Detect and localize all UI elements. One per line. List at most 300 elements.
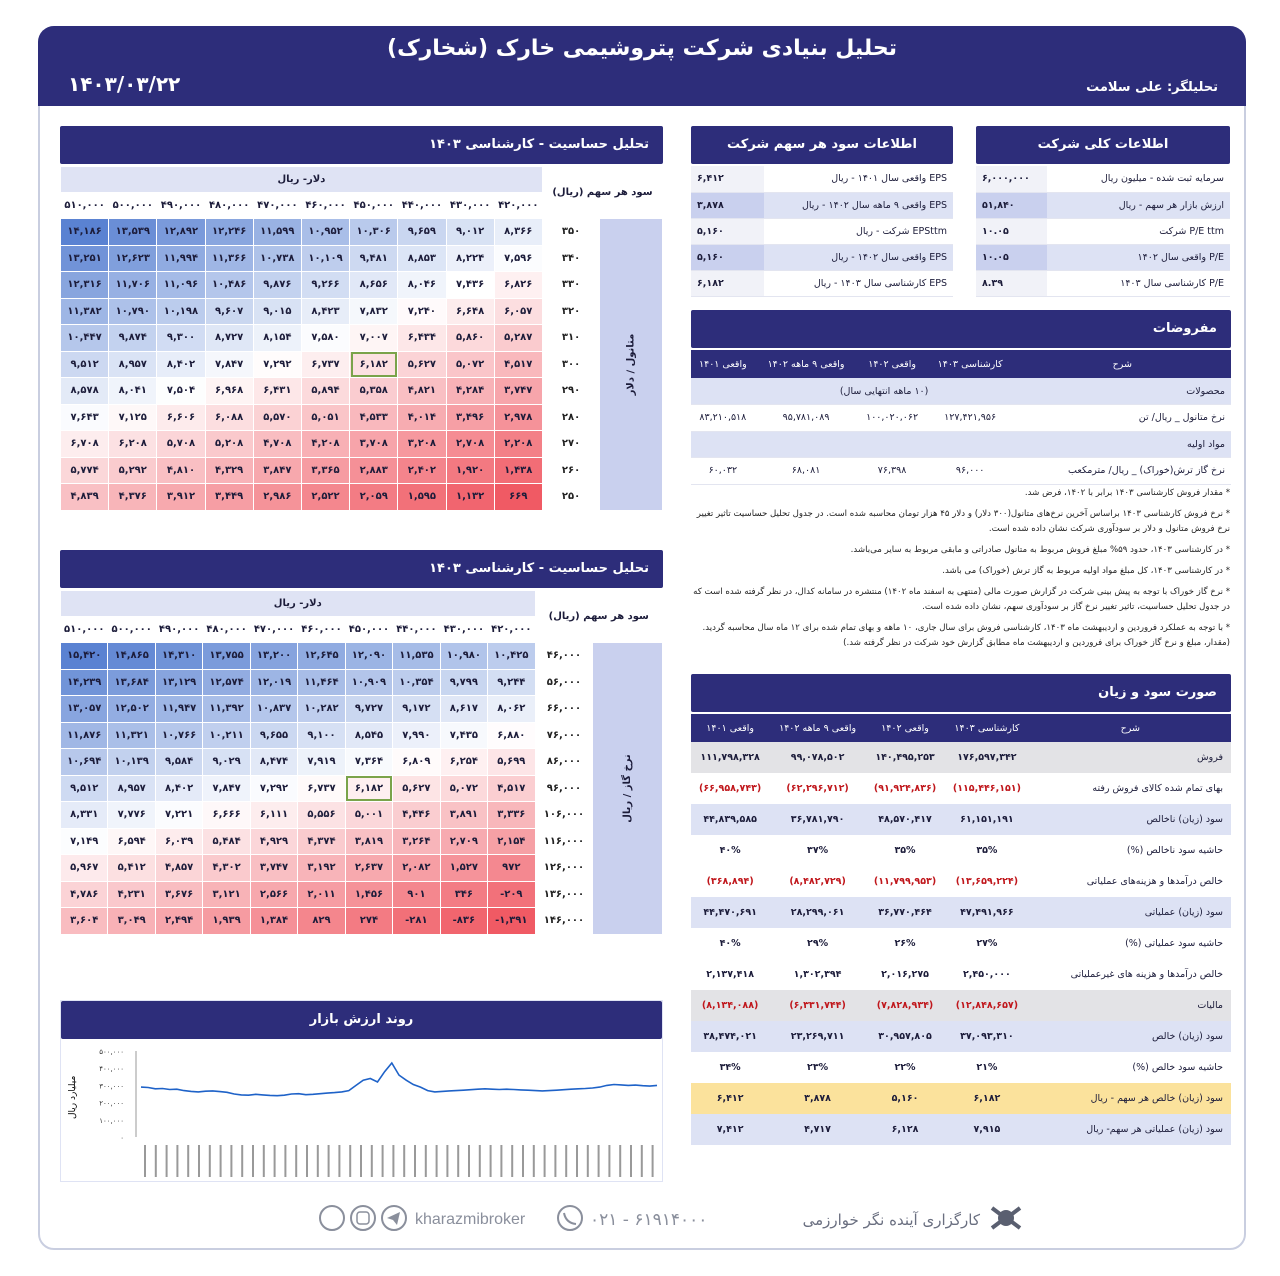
- pl-header: واقعی ۱۴۰۱: [691, 714, 769, 742]
- sensitivity-cell: ۹,۱۷۲: [393, 696, 440, 723]
- x-tick-label: [533, 1145, 535, 1177]
- sensitivity-cell: ۱۲,۵۷۴: [203, 669, 250, 696]
- sensitivity-cell: ۶,۶۴۸: [446, 298, 494, 325]
- y-tick-label: ۲۰۰,۰۰۰: [99, 1099, 124, 1108]
- x-tick-label: [479, 1145, 481, 1177]
- methanol-cell: ۱۰۰,۰۲۰,۰۶۲: [857, 405, 926, 432]
- info-label: EPSttm شرکت - ریال: [764, 218, 953, 244]
- pl-row-label: خالص درآمدها و هزینه‌های عملیاتی: [1030, 866, 1231, 897]
- sensitivity-cell: ۷,۸۴۷: [205, 351, 253, 378]
- sensitivity-cell: ۲,۷۰۸: [446, 431, 494, 458]
- sensitivity-cell: ۶,۵۹۴: [108, 828, 155, 855]
- gas-cell: ۶۰,۰۳۲: [691, 458, 755, 485]
- assumptions-header: واقعی ۱۴۰۲: [857, 350, 926, 378]
- pl-value: ۴۷,۴۹۱,۹۶۶: [944, 897, 1030, 928]
- x-tick-label: [587, 1145, 589, 1177]
- sensitivity-cell: ۶,۲۰۸: [109, 431, 157, 458]
- pl-row-label: مالیات: [1030, 990, 1231, 1021]
- x-tick-label: [144, 1145, 146, 1177]
- info-label: سرمایه ثبت شده - میلیون ریال: [1047, 166, 1230, 192]
- x-tick-label: [608, 1145, 610, 1177]
- x-tick-label: [522, 1145, 524, 1177]
- sensitivity-cell: ۹,۲۴۴: [488, 669, 535, 696]
- sensitivity-cell: ۴,۵۳۳: [350, 404, 398, 431]
- sensitivity-cell: ۷,۸۳۲: [350, 298, 398, 325]
- sensitivity-cell: ۸,۴۰۲: [155, 775, 202, 802]
- sensitivity-cell: ۸,۲۲۴: [446, 245, 494, 272]
- pl-row: [691, 897, 1231, 928]
- sensitivity-cell: ۶,۸۰۹: [393, 749, 440, 776]
- info-value: ۱۰.۰۵: [976, 244, 1047, 270]
- pl-value: (۱۱,۷۹۹,۹۵۳): [866, 866, 944, 897]
- sensitivity-cell: ۱,۴۵۶: [345, 881, 392, 908]
- sensitivity-cell: ۸,۴۷۴: [250, 749, 297, 776]
- sensitivity-cell: ۷,۴۳۶: [446, 272, 494, 299]
- sensitivity-cell: ۵,۳۵۸: [350, 378, 398, 405]
- x-tick-label: [230, 1145, 232, 1177]
- corner-label: سود هر سهم (ریال): [535, 591, 662, 643]
- pl-value: ۲۸,۲۹۹,۰۶۱: [769, 897, 866, 928]
- sensitivity-cell: ۵,۶۲۷: [398, 351, 446, 378]
- pl-value: (۳۶۸,۸۹۴): [691, 866, 769, 897]
- info-label: EPS کارشناسی سال ۱۴۰۳ - ریال: [764, 270, 953, 296]
- sensitivity-cell: ۷,۱۴۹: [61, 828, 108, 855]
- sensitivity-cell: ۱,۵۹۵: [398, 484, 446, 511]
- pl-row-label: سود (زیان) عملیاتی: [1030, 897, 1231, 928]
- sensitivity-cell: ۶,۴۳۱: [253, 378, 301, 405]
- sensitivity-cell: -۲۰۹: [488, 881, 535, 908]
- sensitivity-cell: ۱۱,۹۹۴: [157, 245, 205, 272]
- sensitivity-cell: ۳,۰۴۹: [108, 908, 155, 935]
- sensitivity-cell: ۵,۹۶۷: [61, 855, 108, 882]
- sensitivity-cell: ۷,۵۸۰: [301, 325, 349, 352]
- y-tick-label: ۱۰۰,۰۰۰: [99, 1116, 124, 1125]
- sensitivity-cell: ۱۱,۴۶۴: [298, 669, 345, 696]
- methanol-cell: نرخ متانول _ ریال/ تن: [1014, 405, 1231, 432]
- gas-cell: نرخ گاز ترش(خوراک) _ ریال/ مترمکعب: [1014, 458, 1231, 485]
- note-item: * در کارشناسی ۱۴۰۳، حدود ۵۹% مبلغ فروش مربوط به متانول صادراتی و مابقی مربوط به سایر می‌باشد.: [850, 545, 1230, 555]
- column-header: ۴۲۰,۰۰۰: [488, 617, 535, 643]
- pl-row: [691, 742, 1231, 773]
- side-label: نرخ گاز / ریال: [622, 753, 634, 823]
- assumptions-header: واقعی ۹ ماهه ۱۴۰۲: [755, 350, 858, 378]
- page-title: تحلیل بنیادی شرکت پتروشیمی خارک (شخارک): [387, 36, 897, 61]
- sensitivity-cell: ۷,۲۹۲: [250, 775, 297, 802]
- x-tick-label: [457, 1145, 459, 1177]
- sensitivity-cell: ۸,۵۷۸: [61, 378, 109, 405]
- sensitivity-cell: ۶,۰۳۹: [155, 828, 202, 855]
- sensitivity-cell: ۱۲,۲۴۶: [205, 219, 253, 246]
- sensitivity-cell: ۲,۷۰۹: [440, 828, 487, 855]
- sensitivity-cell: -۸۳۶: [440, 908, 487, 935]
- row-header: ۳۳۰: [542, 272, 599, 299]
- pl-value: (۹۱,۹۲۴,۸۳۶): [866, 773, 944, 804]
- sensitivity-table: [60, 166, 663, 511]
- row-header: ۳۵۰: [542, 219, 599, 246]
- info-label: EPS واقعی سال ۱۴۰۲ - ریال: [764, 244, 953, 270]
- sensitivity-cell: ۶,۷۰۸: [61, 431, 109, 458]
- sensitivity-cell: ۶,۷۳۷: [301, 351, 349, 378]
- sensitivity-cell: ۳,۴۹۶: [446, 404, 494, 431]
- sensitivity-cell: ۴,۷۸۶: [61, 881, 108, 908]
- pl-value: ۳۴%: [691, 1052, 769, 1083]
- column-header: ۵۰۰,۰۰۰: [108, 617, 155, 643]
- x-tick-label: [155, 1145, 157, 1177]
- sensitivity-cell: ۷,۹۱۹: [298, 749, 345, 776]
- column-group-label: دلار- ریال: [61, 591, 536, 617]
- sensitivity-cell: ۴,۴۴۶: [393, 802, 440, 829]
- sensitivity-cell: ۱۲,۳۱۶: [61, 272, 109, 299]
- phone-text: ۰۲۱ - ۶۱۹۱۴۰۰۰: [590, 1210, 708, 1230]
- sensitivity-cell: ۵,۰۵۱: [301, 404, 349, 431]
- page-header: [38, 26, 1246, 106]
- info-value: ۵۱,۸۴۰: [976, 192, 1047, 218]
- sensitivity-cell: ۸,۳۳۱: [61, 802, 108, 829]
- instagram-icon[interactable]: [351, 1206, 375, 1230]
- pl-value: (۸,۱۳۴,۰۸۸): [691, 990, 769, 1021]
- sensitivity-cell: ۱۱,۷۰۶: [109, 272, 157, 299]
- sensitivity-row: [61, 351, 663, 378]
- pl-value: ۴۰%: [691, 835, 769, 866]
- sensitivity-cell: ۲,۵۶۶: [250, 881, 297, 908]
- assumptions-title: مفروضات: [691, 310, 1231, 348]
- sensitivity-cell: ۳,۸۹۱: [440, 802, 487, 829]
- sensitivity-row: [61, 431, 663, 458]
- sensitivity-cell: ۱۰,۷۶۶: [155, 722, 202, 749]
- pl-value: ۴۸,۵۷۰,۴۱۷: [866, 804, 944, 835]
- sensitivity-cell: ۵,۶۲۷: [393, 775, 440, 802]
- pl-value: (۱۲,۸۴۸,۶۵۷): [944, 990, 1030, 1021]
- sensitivity-row: [61, 245, 663, 272]
- pl-row-label: سود (زیان) عملیاتی هر سهم- ریال: [1030, 1114, 1231, 1145]
- eps-info-title: اطلاعات سود هر سهم شرکت: [691, 126, 953, 164]
- sensitivity-row: [61, 908, 663, 935]
- x-tick-label: [403, 1145, 405, 1177]
- sensitivity-cell: ۴,۳۲۹: [205, 457, 253, 484]
- sensitivity-cell: ۹,۵۱۲: [61, 351, 109, 378]
- sensitivity-cell: ۳,۸۱۹: [345, 828, 392, 855]
- row-header: ۱۳۶,۰۰۰: [535, 881, 593, 908]
- x-tick-label: [252, 1145, 254, 1177]
- info-label: P/E کارشناسی سال ۱۴۰۳: [1047, 270, 1230, 296]
- sensitivity-row: [61, 802, 663, 829]
- sensitivity-cell: ۸,۳۶۶: [494, 219, 542, 246]
- report-date: ۱۴۰۳/۰۳/۲۲: [68, 72, 181, 96]
- sensitivity-cell: ۷,۱۲۵: [109, 404, 157, 431]
- row-header: ۲۹۰: [542, 378, 599, 405]
- info-label: ارزش بازار هر سهم - ریال: [1047, 192, 1230, 218]
- side-label-cell: [593, 643, 663, 935]
- info-label: P/E واقعی سال ۱۴۰۲: [1047, 244, 1230, 270]
- sensitivity-cell: ۱۲,۵۰۲: [108, 696, 155, 723]
- sensitivity-cell: ۱۰,۱۳۹: [108, 749, 155, 776]
- info-row: [976, 166, 1230, 192]
- sensitivity-cell: ۳,۹۱۲: [157, 484, 205, 511]
- column-header: ۵۱۰,۰۰۰: [61, 193, 109, 219]
- row-header: ۳۴۰: [542, 245, 599, 272]
- sensitivity-cell: ۹,۱۰۰: [298, 722, 345, 749]
- side-label: متانول / دلار: [625, 333, 637, 396]
- gas-cell: ۷۶,۳۹۸: [857, 458, 926, 485]
- sensitivity-cell: ۱,۵۲۷: [440, 855, 487, 882]
- sensitivity-cell: ۱۲,۶۴۵: [298, 643, 345, 670]
- sensitivity-cell: ۲,۱۵۴: [488, 828, 535, 855]
- sensitivity-cell: ۶,۱۸۲: [350, 351, 398, 378]
- info-value: ۶,۰۰۰,۰۰۰: [976, 166, 1047, 192]
- y-tick-label: ۴۰۰,۰۰۰: [99, 1065, 124, 1074]
- pl-row-label: سود (زیان) خالص: [1030, 1021, 1231, 1052]
- sensitivity-row: [61, 404, 663, 431]
- sensitivity-cell: ۹,۸۷۶: [253, 272, 301, 299]
- sensitivity-cell: ۸,۸۵۳: [398, 245, 446, 272]
- pl-value: (۶,۳۳۱,۷۴۴): [769, 990, 866, 1021]
- sensitivity-cell: ۸,۰۶۲: [488, 696, 535, 723]
- sensitivity-table: [60, 590, 663, 935]
- sensitivity-cell: ۴,۸۵۷: [155, 855, 202, 882]
- column-header: ۴۷۰,۰۰۰: [253, 193, 301, 219]
- sensitivity-cell: ۷,۴۳۵: [440, 722, 487, 749]
- info-label: EPS واقعی سال ۱۴۰۱ - ریال: [764, 166, 953, 192]
- gas-cell: ۹۶,۰۰۰: [927, 458, 1014, 485]
- info-label: EPS واقعی ۹ ماهه سال ۱۴۰۲ - ریال: [764, 192, 953, 218]
- pl-row: [691, 990, 1231, 1021]
- pl-value: ۱۱۱,۷۹۸,۳۲۸: [691, 742, 769, 773]
- info-row: [976, 244, 1230, 270]
- x-tick-label: [598, 1145, 600, 1177]
- pl-header: واقعی ۱۴۰۲: [866, 714, 944, 742]
- sensitivity-cell: ۳,۴۴۹: [205, 484, 253, 511]
- x-tick-label: [295, 1145, 297, 1177]
- sensitivity-cell: ۲,۰۵۹: [350, 484, 398, 511]
- sensitivity-row: [61, 722, 663, 749]
- raw-label: مواد اولیه: [1014, 431, 1231, 458]
- sensitivity-cell: ۲,۵۲۲: [301, 484, 349, 511]
- note-item: * مقدار فروش کارشناسی ۱۴۰۳ برابر با ۱۴۰۲، فرض شد.: [1024, 488, 1230, 498]
- broker-name: کارگزاری آینده نگر خوارزمی: [802, 1211, 980, 1229]
- assumptions-header: واقعی ۱۴۰۱: [691, 350, 755, 378]
- column-header: ۴۷۰,۰۰۰: [250, 617, 297, 643]
- info-value: ۶,۱۸۲: [691, 270, 764, 296]
- sensitivity-cell: ۹,۵۸۴: [155, 749, 202, 776]
- sensitivity-methanol-title: تحلیل حساسیت - کارشناسی ۱۴۰۳: [60, 126, 663, 164]
- pl-value: ۴۴,۸۳۹,۵۸۵: [691, 804, 769, 835]
- pl-value: ۱۴۰,۴۹۵,۲۵۳: [866, 742, 944, 773]
- general-info-title: اطلاعات کلی شرکت: [976, 126, 1230, 164]
- website-text[interactable]: kharazmibroker: [415, 1211, 526, 1228]
- phone-icon: [558, 1206, 582, 1230]
- gas-row: [691, 458, 1231, 485]
- pl-row: [691, 835, 1231, 866]
- y-tick-label: ۰: [120, 1134, 124, 1142]
- analyst-label: تحلیلگر: علی سلامت: [1086, 80, 1218, 95]
- pl-table: [691, 714, 1231, 1145]
- sensitivity-cell: ۱۰,۷۳۸: [253, 245, 301, 272]
- sensitivity-row: [61, 669, 663, 696]
- pl-value: ۶,۱۸۲: [944, 1083, 1030, 1114]
- sensitivity-cell: ۸,۵۴۵: [345, 722, 392, 749]
- pl-value: ۲,۰۱۶,۲۷۵: [866, 959, 944, 990]
- pl-value: ۳۶,۷۷۰,۴۶۴: [866, 897, 944, 928]
- pl-value: (۱۱۵,۴۴۶,۱۵۱): [944, 773, 1030, 804]
- sensitivity-cell: ۴,۳۷۶: [109, 484, 157, 511]
- sensitivity-gas-panel: [60, 550, 663, 935]
- sensitivity-cell: ۶,۰۸۸: [205, 404, 253, 431]
- x-tick-label: [198, 1145, 200, 1177]
- methanol-cell: ۱۲۷,۴۲۱,۹۵۶: [927, 405, 1014, 432]
- pl-row: [691, 1083, 1231, 1114]
- pl-value: (۱۳,۶۵۹,۲۲۴): [944, 866, 1030, 897]
- sensitivity-cell: ۷,۲۹۲: [253, 351, 301, 378]
- x-tick-label: [500, 1145, 502, 1177]
- row-header: ۲۵۰: [542, 484, 599, 511]
- x-tick-label: [392, 1145, 394, 1177]
- pl-value: ۳۷,۰۹۳,۳۱۰: [944, 1021, 1030, 1052]
- sensitivity-cell: ۵,۲۸۷: [494, 325, 542, 352]
- products-row: [691, 378, 1231, 405]
- sensitivity-cell: ۷,۲۴۰: [398, 298, 446, 325]
- sensitivity-cell: ۱۱,۹۴۷: [155, 696, 202, 723]
- x-tick-label: [652, 1145, 654, 1177]
- pl-row-label: حاشیه سود خالص (%): [1030, 1052, 1231, 1083]
- sensitivity-cell: ۱,۴۳۸: [494, 457, 542, 484]
- row-header: ۳۲۰: [542, 298, 599, 325]
- sensitivity-cell: ۸,۱۵۴: [253, 325, 301, 352]
- sensitivity-cell: ۴,۵۱۷: [494, 351, 542, 378]
- pl-row: [691, 773, 1231, 804]
- pl-value: ۷,۴۱۲: [691, 1114, 769, 1145]
- x-tick-label: [166, 1145, 168, 1177]
- pl-value: ۳۵%: [944, 835, 1030, 866]
- sensitivity-cell: ۵,۴۸۴: [203, 828, 250, 855]
- notes-section: [690, 486, 1230, 657]
- sensitivity-row: [61, 298, 663, 325]
- note-item: * نرخ گاز خوراک با توجه به پیش بینی شرکت در گزارش صورت مالی (منتهی به اسفند ماه ۱۴۰۲) منتشره در سامانه کدال، در نظر گرفته شده است که در جدول تحلیل حساسیت، تاثیر تغییر نرخ گاز بر سودآوری سهم، نشان داده شده است.: [693, 587, 1230, 612]
- info-row: [691, 270, 953, 296]
- sensitivity-cell: ۳,۳۶۵: [301, 457, 349, 484]
- pl-value: ۱,۳۰۲,۳۹۴: [769, 959, 866, 990]
- pl-value: ۶,۱۲۸: [866, 1114, 944, 1145]
- sensitivity-cell: ۱۱,۳۶۶: [205, 245, 253, 272]
- sensitivity-cell: ۸,۶۱۷: [440, 696, 487, 723]
- x-tick-label: [414, 1145, 416, 1177]
- sensitivity-cell: ۷,۵۹۶: [494, 245, 542, 272]
- column-group-label: دلار- ریال: [61, 167, 543, 193]
- web-icon[interactable]: [320, 1206, 344, 1230]
- sensitivity-cell: ۶۶۹: [494, 484, 542, 511]
- info-row: [691, 244, 953, 270]
- x-tick-label: [317, 1145, 319, 1177]
- sensitivity-cell: ۷,۷۷۶: [108, 802, 155, 829]
- sensitivity-cell: ۸,۷۲۷: [205, 325, 253, 352]
- sensitivity-cell: ۱۰,۱۰۹: [301, 245, 349, 272]
- sensitivity-cell: ۳,۲۰۸: [398, 431, 446, 458]
- pl-row: [691, 804, 1231, 835]
- sensitivity-cell: ۱۱,۸۷۶: [61, 722, 108, 749]
- sensitivity-cell: ۵,۷۷۴: [61, 457, 109, 484]
- sensitivity-cell: ۱۰,۴۸۶: [205, 272, 253, 299]
- pl-value: ۲,۴۵۰,۰۰۰: [944, 959, 1030, 990]
- sensitivity-cell: ۱۳,۲۵۱: [61, 245, 109, 272]
- sensitivity-cell: ۶,۱۸۲: [345, 775, 392, 802]
- sensitivity-cell: ۹,۲۶۶: [301, 272, 349, 299]
- x-tick-label: [436, 1145, 438, 1177]
- sensitivity-row: [61, 696, 663, 723]
- column-header: ۴۴۰,۰۰۰: [398, 193, 446, 219]
- sensitivity-cell: ۹,۷۲۷: [345, 696, 392, 723]
- sensitivity-cell: ۲,۲۰۸: [494, 431, 542, 458]
- sensitivity-cell: ۱۰,۸۳۷: [250, 696, 297, 723]
- sensitivity-cell: ۸,۹۵۷: [109, 351, 157, 378]
- pl-value: (۸,۴۸۲,۷۲۹): [769, 866, 866, 897]
- sensitivity-cell: ۹,۰۱۲: [446, 219, 494, 246]
- sensitivity-cell: ۱۳,۰۵۷: [61, 696, 108, 723]
- sensitivity-cell: -۲۸۱: [393, 908, 440, 935]
- methanol-cell: ۸۳,۲۱۰,۵۱۸: [691, 405, 755, 432]
- pl-value: ۲,۱۳۷,۴۱۸: [691, 959, 769, 990]
- sensitivity-cell: ۹,۷۹۹: [440, 669, 487, 696]
- methanol-row: [691, 405, 1231, 432]
- x-tick-label: [263, 1145, 265, 1177]
- sensitivity-cell: ۲,۸۸۳: [350, 457, 398, 484]
- x-tick-label: [241, 1145, 243, 1177]
- row-header: ۱۱۶,۰۰۰: [535, 828, 593, 855]
- sensitivity-gas-title: تحلیل حساسیت - کارشناسی ۱۴۰۳: [60, 550, 663, 588]
- sensitivity-cell: ۵,۸۶۰: [446, 325, 494, 352]
- sensitivity-cell: ۱۳,۶۸۴: [108, 669, 155, 696]
- sensitivity-cell: ۴,۸۳۹: [61, 484, 109, 511]
- sensitivity-cell: ۸,۹۵۷: [108, 775, 155, 802]
- row-header: ۲۶۰: [542, 457, 599, 484]
- sensitivity-cell: ۱۱,۰۹۶: [157, 272, 205, 299]
- sensitivity-cell: ۷,۸۴۷: [203, 775, 250, 802]
- x-tick-label: [338, 1145, 340, 1177]
- sensitivity-cell: ۴,۰۱۴: [398, 404, 446, 431]
- pl-value: (۶۲,۲۹۶,۷۱۲): [769, 773, 866, 804]
- info-row: [691, 166, 953, 192]
- chart-title: روند ارزش بازار: [61, 1001, 662, 1039]
- sensitivity-cell: ۳۴۶: [440, 881, 487, 908]
- assumptions-table: [691, 350, 1231, 485]
- sensitivity-cell: ۱۴,۸۶۵: [108, 643, 155, 670]
- assumptions-header-row: [691, 350, 1231, 378]
- x-tick-label: [490, 1145, 492, 1177]
- sensitivity-cell: ۹,۰۱۵: [253, 298, 301, 325]
- sensitivity-cell: ۲,۴۹۴: [155, 908, 202, 935]
- sensitivity-cell: ۹,۳۰۰: [157, 325, 205, 352]
- sensitivity-cell: ۱۰,۷۹۰: [109, 298, 157, 325]
- sensitivity-cell: ۸,۶۵۶: [350, 272, 398, 299]
- sensitivity-cell: ۷,۵۰۴: [157, 378, 205, 405]
- sensitivity-cell: -۱,۳۹۱: [488, 908, 535, 935]
- info-value: ۵,۱۶۰: [691, 244, 764, 270]
- info-row: [691, 218, 953, 244]
- sensitivity-cell: ۳,۷۴۷: [250, 855, 297, 882]
- sensitivity-cell: ۱۰,۳۵۴: [393, 669, 440, 696]
- sensitivity-cell: ۲۷۴: [345, 908, 392, 935]
- column-header: ۴۲۰,۰۰۰: [494, 193, 542, 219]
- row-header: ۶۶,۰۰۰: [535, 696, 593, 723]
- sensitivity-cell: ۴,۳۰۲: [203, 855, 250, 882]
- corner-label: سود هر سهم (ریال): [542, 167, 662, 219]
- products-label: محصولات: [1014, 378, 1231, 405]
- sensitivity-cell: ۱۵,۴۲۰: [61, 643, 108, 670]
- sensitivity-cell: ۱۰,۹۸۰: [440, 643, 487, 670]
- sensitivity-cell: ۷,۶۴۳: [61, 404, 109, 431]
- row-header: ۵۶,۰۰۰: [535, 669, 593, 696]
- sensitivity-cell: ۱۴,۱۸۶: [61, 219, 109, 246]
- sensitivity-cell: ۳,۶۰۴: [61, 908, 108, 935]
- side-label-cell: [600, 219, 663, 511]
